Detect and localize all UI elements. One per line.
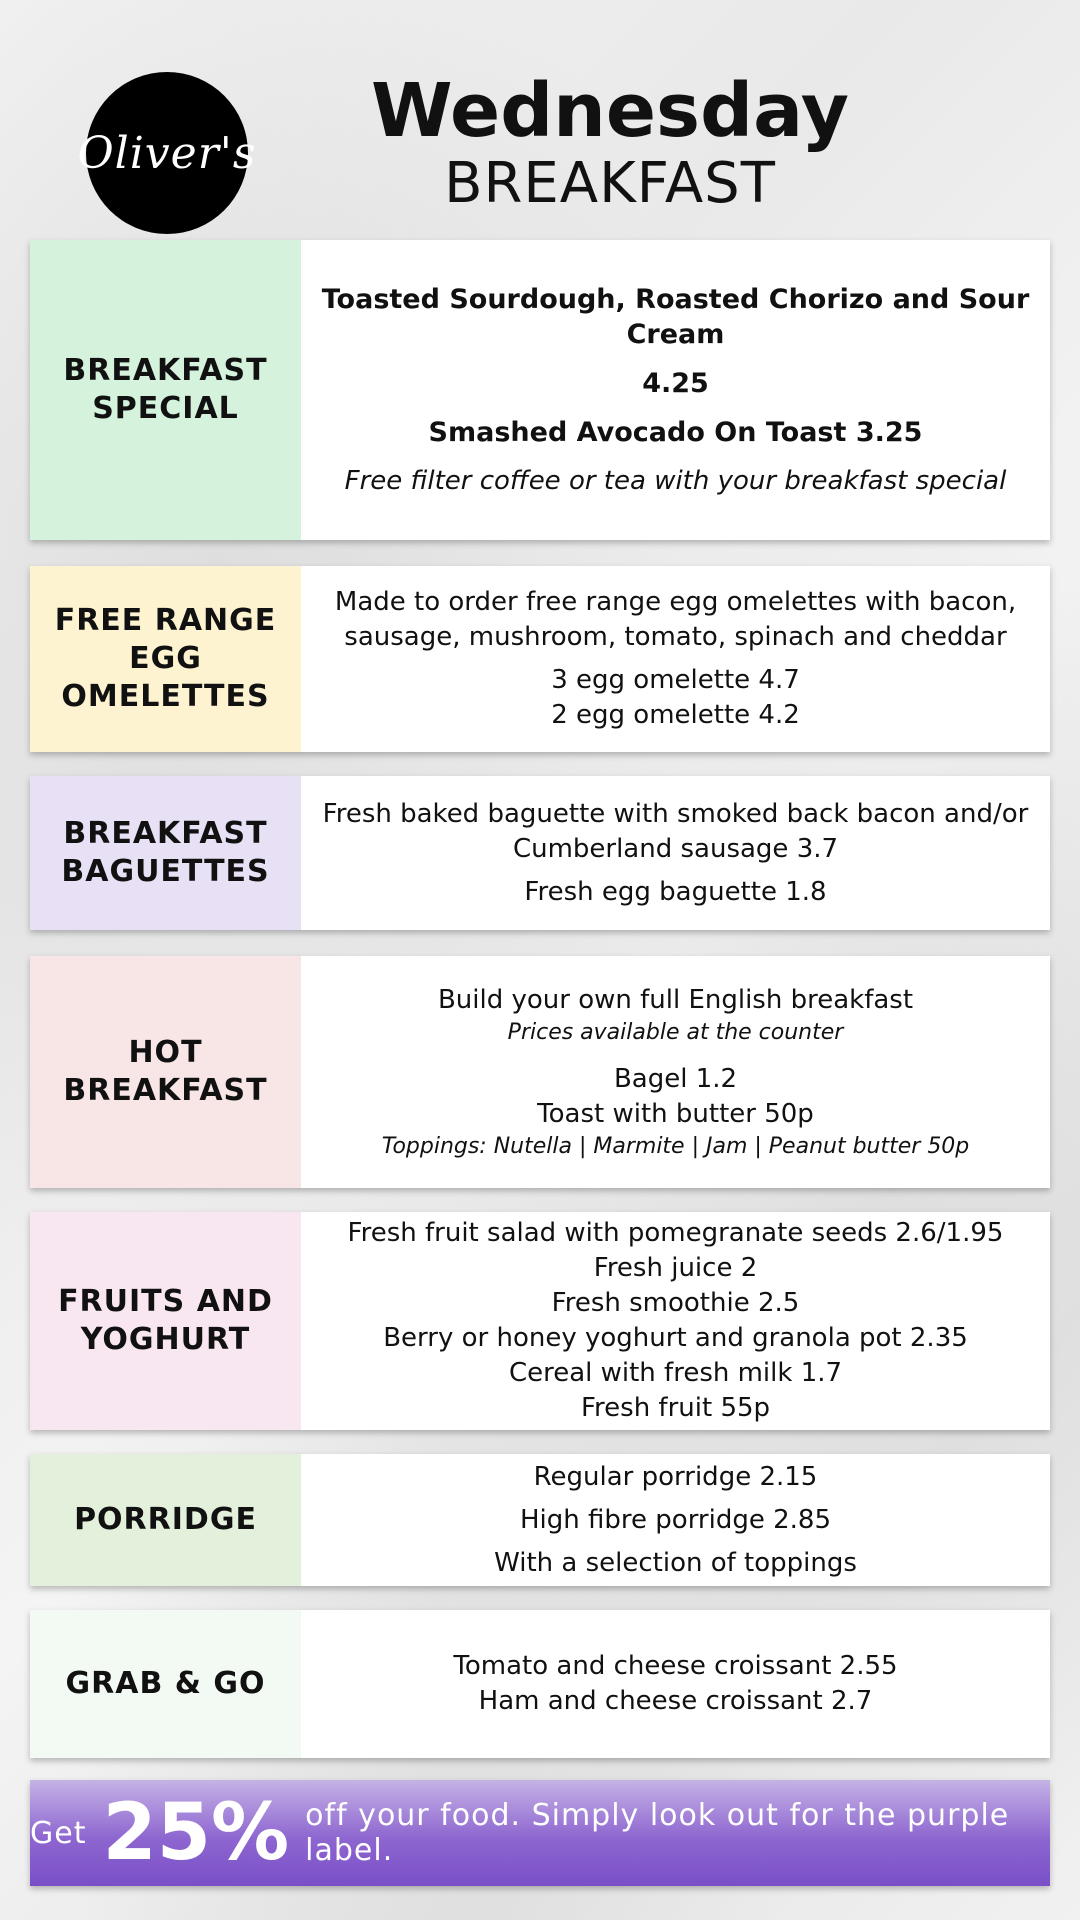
price-note: Prices available at the counter — [507, 1019, 844, 1045]
menu-description: Made to order free range egg omelettes with bacon, — [334, 587, 1017, 617]
section-porridge — [30, 1454, 1050, 1586]
section-breakfast-special — [30, 240, 1050, 540]
section-content — [301, 1610, 1050, 1758]
menu-item: Berry or honey yoghurt and granola pot 2.35 — [383, 1323, 968, 1353]
olivers-logo — [77, 72, 257, 234]
meal-heading: BREAKFAST — [444, 151, 776, 216]
menu-item: Fresh fruit 55p — [580, 1393, 771, 1423]
section-hot-breakfast — [30, 956, 1050, 1188]
section-content — [301, 1212, 1050, 1430]
menu-item: Toast with butter 50p — [537, 1098, 814, 1129]
discount-banner — [30, 1780, 1050, 1886]
menu-item: With a selection of toppings — [494, 1547, 857, 1578]
menu-item: Build your own full English breakfast — [437, 984, 914, 1015]
section-grab-and-go — [30, 1610, 1050, 1758]
section-content — [301, 776, 1050, 930]
menu-item: Cumberland sausage 3.7 — [512, 833, 839, 864]
section-label: GRAB & GO — [30, 1610, 301, 1758]
menu-item: Fresh fruit salad with pomegranate seeds 2.6/1.95 — [347, 1218, 1004, 1248]
menu-item: Smashed Avocado On Toast 3.25 — [428, 416, 923, 448]
menu-item: Regular porridge 2.15 — [533, 1461, 818, 1492]
section-content — [301, 240, 1050, 540]
toppings-note: Toppings: Nutella | Marmite | Jam | Peanut butter 50p — [381, 1133, 970, 1159]
menu-item: Bagel 1.2 — [613, 1063, 738, 1094]
menu-item: 3 egg omelette 4.7 — [551, 665, 800, 695]
promo-prefix: Get — [30, 1815, 87, 1851]
special-note: Free filter coffee or tea with your breakfast special — [344, 465, 1007, 496]
section-label: BREAKFAST BAGUETTES — [30, 776, 301, 930]
section-label: FRUITS AND YOGHURT — [30, 1212, 301, 1430]
promo-percentage: 25% — [102, 1788, 290, 1878]
section-content — [301, 1454, 1050, 1586]
menu-title — [310, 70, 910, 216]
promo-text: off your food. Simply look out for the purple label. — [305, 1798, 1010, 1868]
section-label: PORRIDGE — [30, 1454, 301, 1586]
logo-text: Oliver's — [77, 127, 257, 179]
section-fruits-yoghurt — [30, 1212, 1050, 1430]
menu-item: Ham and cheese croissant 2.7 — [478, 1686, 873, 1716]
menu-item: Fresh smoothie 2.5 — [551, 1288, 800, 1318]
menu-item: Fresh juice 2 — [593, 1253, 758, 1283]
menu-item: High fibre porridge 2.85 — [520, 1504, 831, 1535]
menu-item-price: 4.25 — [642, 367, 709, 399]
menu-item: Fresh egg baguette 1.8 — [524, 876, 827, 907]
day-heading: Wednesday — [371, 68, 849, 154]
menu-item: Toasted Sourdough, Roasted Chorizo and Sour Cream — [321, 283, 1030, 350]
section-omelettes — [30, 566, 1050, 752]
section-label: FREE RANGE EGG OMELETTES — [30, 566, 301, 752]
section-baguettes — [30, 776, 1050, 930]
menu-item: Fresh baked baguette with smoked back bacon and/or — [322, 798, 1029, 829]
menu-item: 2 egg omelette 4.2 — [551, 700, 800, 730]
menu-description: sausage, mushroom, tomato, spinach and cheddar — [344, 622, 1007, 652]
menu-item: Tomato and cheese croissant 2.55 — [453, 1651, 898, 1681]
section-label: BREAKFAST SPECIAL — [30, 240, 301, 540]
section-content — [301, 956, 1050, 1188]
section-label: HOT BREAKFAST — [30, 956, 301, 1188]
menu-item: Cereal with fresh milk 1.7 — [508, 1358, 843, 1388]
section-content — [301, 566, 1050, 752]
